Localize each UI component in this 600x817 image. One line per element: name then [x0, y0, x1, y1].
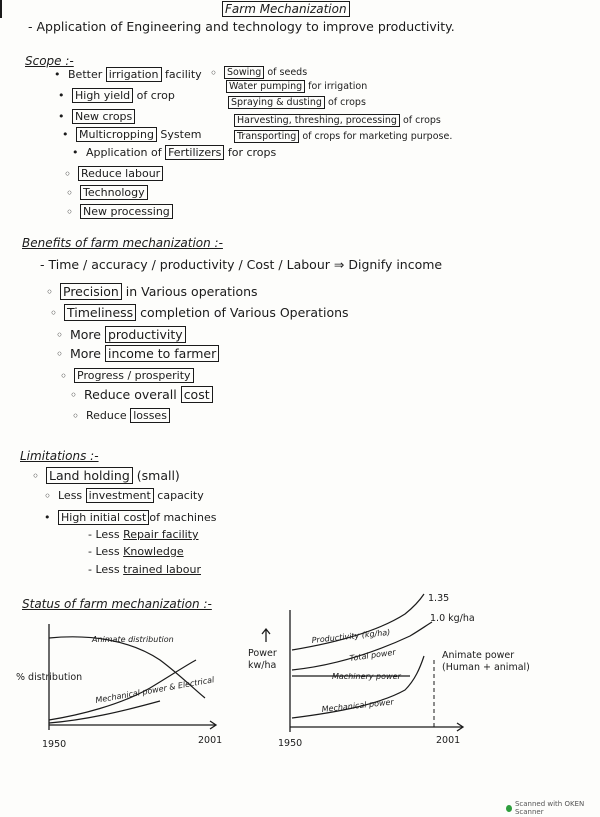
page-title: Farm Mechanization: [222, 1, 350, 17]
chart2-label-total: Total power: [349, 647, 397, 663]
benefit-item: ◦ Timeliness completion of Various Operations: [64, 306, 349, 320]
chart2-label-productivity: Productivity (kg/ha): [311, 627, 391, 645]
chart2-value-top: 1.35: [428, 593, 450, 604]
scope-right-item: Harvesting, threshing, processing of crops: [234, 114, 441, 128]
scope-item: • Better irrigation facility: [68, 68, 202, 82]
scope-right-item: ◦ Sowing of seeds: [224, 66, 307, 80]
chart1-ylabel: % distribution: [16, 672, 83, 683]
scope-right-item: Transporting of crops for marketing purpose.: [234, 130, 452, 144]
scope-item: • Multicropping System: [76, 128, 201, 142]
scope-heading: Scope :-: [25, 54, 74, 68]
scope-item: • Application of Fertilizers for crops: [86, 146, 276, 160]
chart2-x-end: 2001: [436, 735, 461, 746]
limitation-subitem: - Less Repair facility: [88, 528, 199, 541]
scope-item: ◦ New processing: [80, 205, 173, 219]
chart2-x-start: 1950: [278, 738, 303, 749]
chart2-label-mechanical: Mechanical power: [321, 697, 395, 714]
limitation-item: ◦ Land holding (small): [46, 469, 180, 483]
limitation-subitem: - Less trained labour: [88, 563, 201, 576]
chart1-label-animate: Animate distribution: [92, 635, 174, 644]
chart2-ylabel: Power kw/ha: [248, 648, 277, 671]
scanner-logo-icon: [506, 805, 512, 812]
scanner-watermark: [506, 800, 600, 816]
benefit-item: ◦ More income to farmer: [70, 347, 219, 361]
chart2-animate-note: Animate power (Human + animal): [442, 650, 530, 673]
limitations-heading: Limitations :-: [20, 449, 99, 463]
benefit-item: ◦ More productivity: [70, 328, 186, 342]
limitation-item: ◦ Less investment capacity: [58, 489, 204, 503]
benefits-summary: - Time / accuracy / productivity / Cost / Labour ⇒ Dignify income: [40, 257, 443, 272]
chart2-label-machinery: Machinery power: [332, 672, 401, 681]
chart1-x-start: 1950: [42, 739, 67, 750]
scanner-text: Scanned with OKEN Scanner: [514, 800, 585, 816]
scope-right-item: Spraying & dusting of crops: [228, 96, 366, 110]
scope-item: • New crops: [72, 110, 135, 124]
benefit-item: ◦ Reduce overall cost: [84, 388, 213, 402]
benefit-item: ◦ Progress / prosperity: [74, 369, 194, 383]
chart1-x-end: 2001: [198, 735, 223, 746]
limitation-item: • High initial cost of machines: [58, 511, 216, 525]
benefits-heading: Benefits of farm mechanization :-: [22, 236, 223, 250]
chart2-value-second: 1.0 kg/ha: [430, 613, 475, 624]
scope-item: • High yield of crop: [72, 89, 175, 103]
limitation-subitem: - Less Knowledge: [88, 545, 184, 558]
intro-text: - Application of Engineering and technology to improve productivity.: [28, 19, 455, 34]
scope-item: ◦ Technology: [80, 186, 148, 200]
chart1-label-mechanical: Mechanical power & Electrical: [94, 675, 215, 705]
scope-right-item: Water pumping for irrigation: [226, 80, 367, 94]
scope-item: ◦ Reduce labour: [78, 167, 163, 181]
status-heading: Status of farm mechanization :-: [22, 597, 212, 611]
benefit-item: ◦ Precision in Various operations: [60, 285, 258, 299]
benefit-item: ◦ Reduce losses: [86, 409, 170, 423]
